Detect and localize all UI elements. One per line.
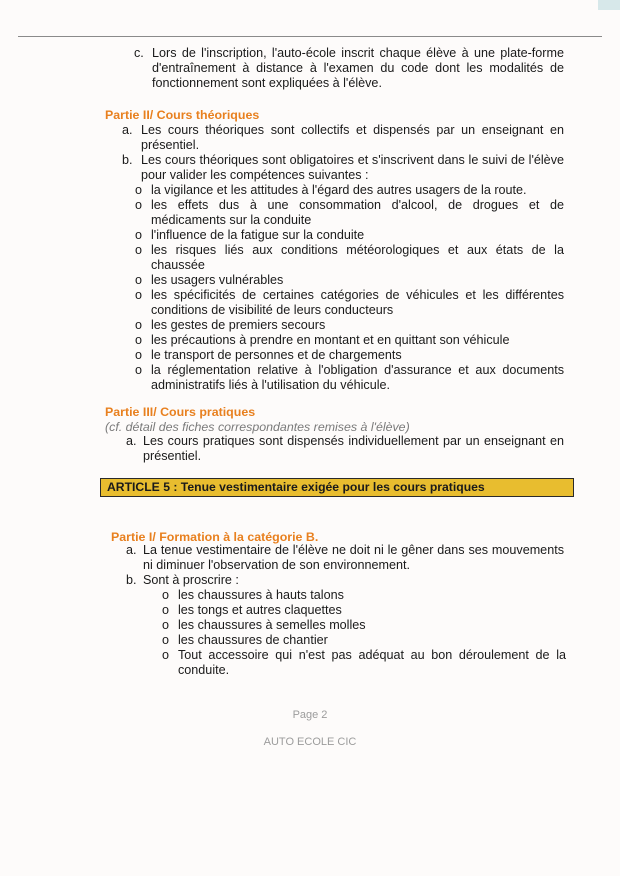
list-item-text: les effets dus à une consommation d'alcool, de drogues et de médicaments sur la conduite — [151, 198, 564, 227]
header-rule — [18, 36, 602, 37]
list-item-a — [122, 123, 564, 153]
item-text: Les cours théoriques sont collectifs et dispensés par un enseignant en présentiel. — [141, 123, 564, 152]
list-item — [160, 603, 566, 618]
list-item — [133, 288, 564, 318]
list-item — [133, 273, 564, 288]
section-heading-formation-b: Partie I/ Formation à la catégorie B. — [111, 530, 319, 544]
list-item-text: les risques liés aux conditions météorologiques et aux états de la chaussée — [151, 243, 564, 272]
bullet-icon: o — [135, 273, 143, 287]
list-item — [133, 228, 564, 243]
bullet-icon: o — [135, 333, 143, 347]
item-letter: a. — [126, 434, 137, 448]
bullet-icon: o — [135, 318, 143, 332]
list-item — [133, 198, 564, 228]
bullet-icon: o — [135, 348, 143, 362]
list-item-c — [134, 46, 564, 91]
item-letter: b. — [126, 573, 137, 587]
list-item-text: les chaussures à hauts talons — [178, 588, 344, 602]
list-item — [133, 348, 564, 363]
footer-school-name: AUTO ECOLE CIC — [263, 736, 357, 748]
bullet-icon: o — [135, 363, 143, 377]
list-item — [133, 183, 564, 198]
list-item — [133, 243, 564, 273]
bullet-icon: o — [135, 183, 143, 197]
list-item-text: les spécificités de certaines catégories de véhicules et les différentes conditions de visibilité de leurs conducteurs — [151, 288, 564, 317]
article-5-title-box: ARTICLE 5 : Tenue vestimentaire exigée pour les cours pratiques — [100, 478, 574, 497]
list-item-b — [126, 573, 564, 588]
list-item-text: Tout accessoire qui n'est pas adéquat au bon déroulement de la conduite. — [178, 648, 566, 677]
bullet-icon: o — [162, 648, 170, 662]
item-text: Les cours pratiques sont dispensés individuellement par un enseignant en présentiel. — [143, 434, 564, 463]
list-item-text: les chaussures à semelles molles — [178, 618, 366, 632]
section-heading-partie-iii: Partie III/ Cours pratiques — [105, 405, 256, 419]
list-item-text: l'influence de la fatigue sur la conduite — [151, 228, 365, 242]
item-text: La tenue vestimentaire de l'élève ne doit ni le gêner dans ses mouvements ni diminuer l'observation de son environnement. — [143, 543, 564, 572]
list-item-b — [122, 153, 564, 183]
list-item — [133, 318, 564, 333]
list-item — [133, 363, 564, 393]
list-item-text: le transport de personnes et de chargements — [151, 348, 402, 362]
list-item — [160, 648, 566, 678]
item-text: Les cours théoriques sont obligatoires et s'inscrivent dans le suivi de l'élève pour valider les compétences suivantes : — [141, 153, 564, 182]
list-item-text: les usagers vulnérables — [151, 273, 284, 287]
bullet-icon: o — [135, 198, 143, 212]
list-item — [160, 633, 566, 648]
item-text: Lors de l'inscription, l'auto-école inscrit chaque élève à une plate-forme d'entraînement à distance à l'examen du code dont les modalités de fonctionnement sont expliquées à l'élève. — [152, 46, 564, 90]
list-item-text: la vigilance et les attitudes à l'égard des autres usagers de la route. — [151, 183, 527, 197]
bullet-icon: o — [162, 603, 170, 617]
bullet-icon: o — [135, 243, 143, 257]
list-item-text: les chaussures de chantier — [178, 633, 328, 647]
list-item-text: la réglementation relative à l'obligation d'assurance et aux documents administratifs liés à l'utilisation du véhicule. — [151, 363, 564, 392]
list-item — [133, 333, 564, 348]
section-heading-partie-ii: Partie II/ Cours théoriques — [105, 108, 260, 122]
list-item-text: les précautions à prendre en montant et en quittant son véhicule — [151, 333, 510, 347]
bullet-icon: o — [162, 633, 170, 647]
list-item-a — [126, 434, 564, 464]
page-number: Page 2 — [292, 709, 328, 721]
list-item-text: les tongs et autres claquettes — [178, 603, 342, 617]
item-text: Sont à proscrire : — [143, 573, 239, 587]
item-letter: b. — [122, 153, 133, 167]
bullet-icon: o — [162, 588, 170, 602]
list-item — [160, 618, 566, 633]
scan-corner-mark — [598, 0, 620, 10]
forbidden-items-list — [160, 588, 566, 678]
list-item-text: les gestes de premiers secours — [151, 318, 326, 332]
list-item-a — [126, 543, 564, 573]
bullet-icon: o — [135, 228, 143, 242]
list-item — [160, 588, 566, 603]
section-note: (cf. détail des fiches correspondantes remises à l'élève) — [105, 420, 410, 434]
item-letter: a. — [122, 123, 133, 137]
bullet-icon: o — [162, 618, 170, 632]
item-letter: a. — [126, 543, 137, 557]
item-letter: c. — [134, 46, 144, 60]
bullet-icon: o — [135, 288, 143, 302]
competences-list — [133, 183, 564, 393]
